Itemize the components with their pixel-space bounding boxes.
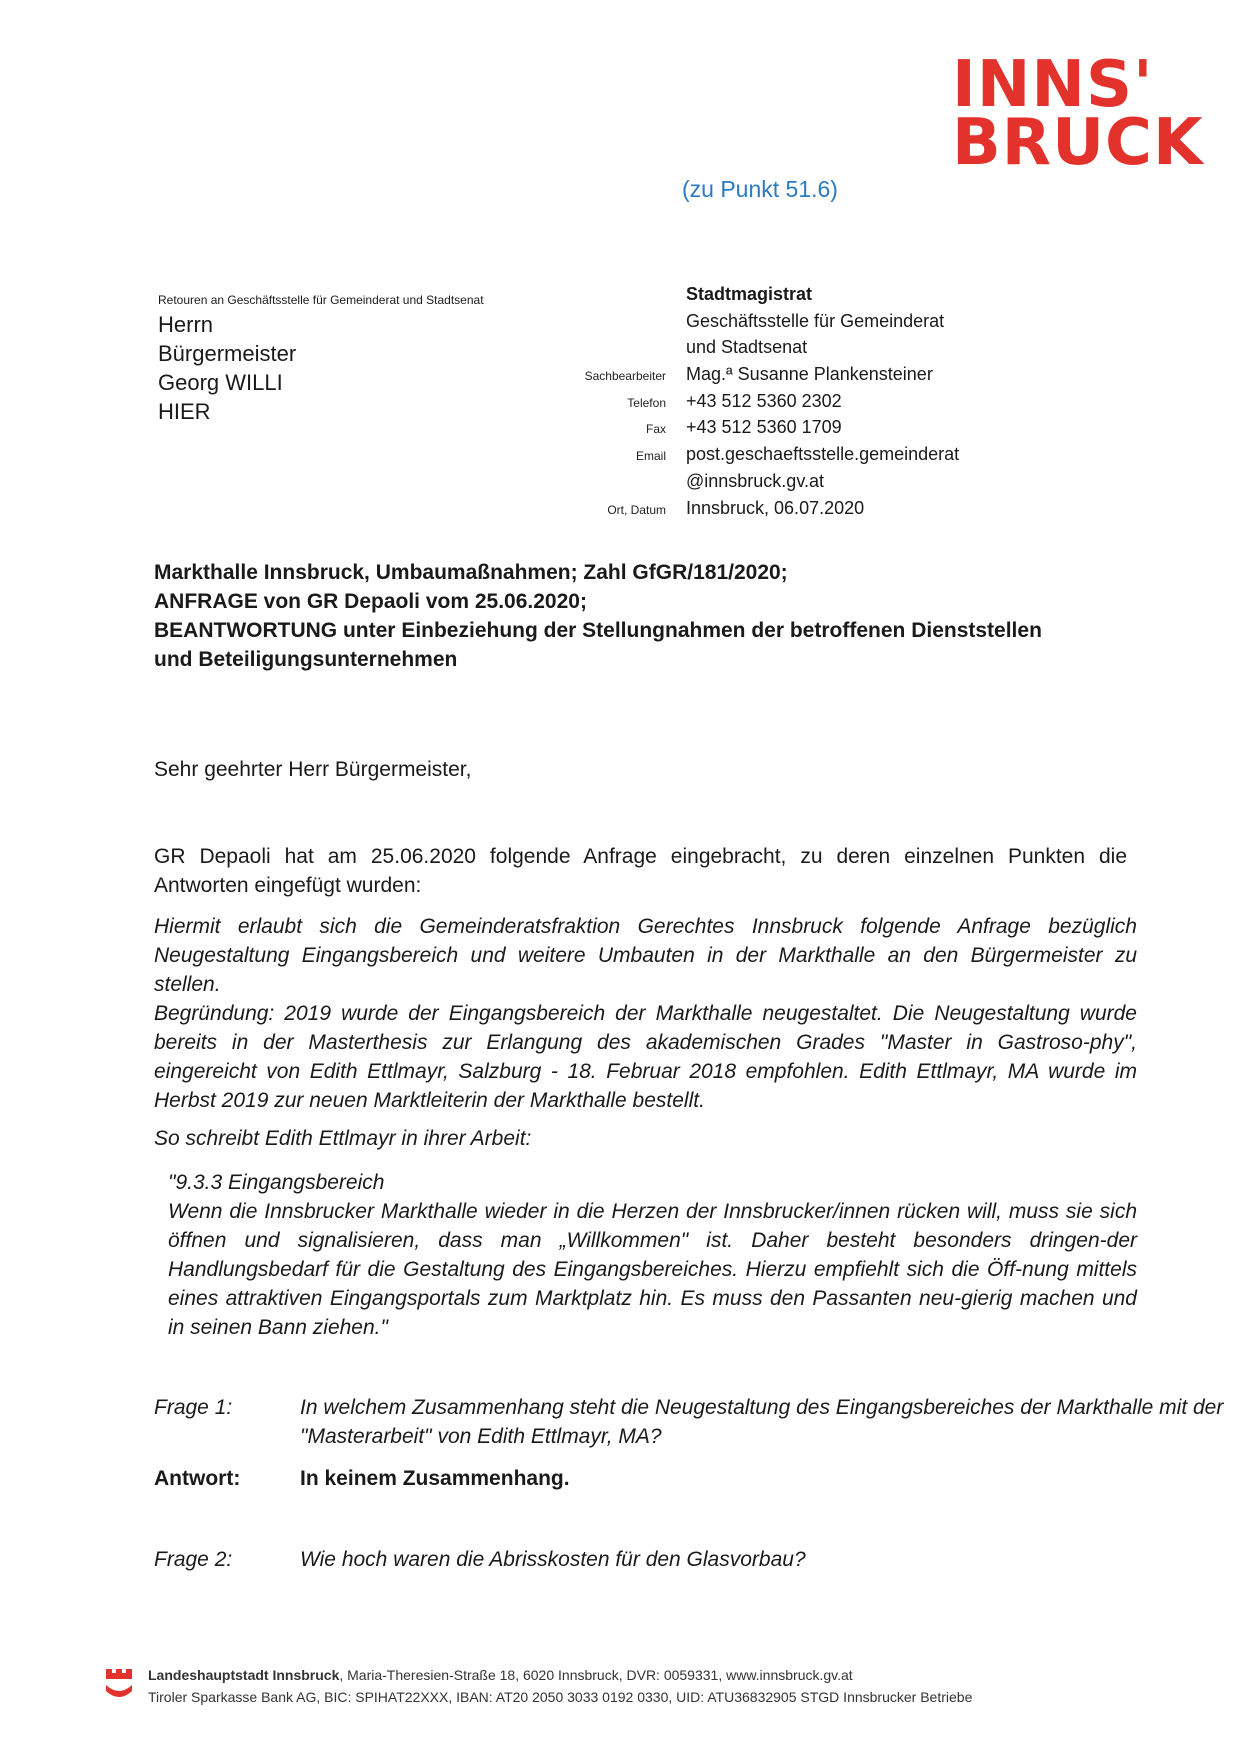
question-text: Wie hoch waren die Abrisskosten für den Glasvorbau? (300, 1548, 806, 1571)
footer-line-2: Tiroler Sparkasse Bank AG, BIC: SPIHAT22XXX, IBAN: AT20 2050 3033 0192 0330, UID: ATU36832905 STGD Innsbrucker Betriebe (148, 1689, 973, 1705)
fax-label: Fax (645, 422, 666, 437)
question-label: Frage 2: (154, 1548, 233, 1571)
clerk-label: Sachbearbeiter (584, 369, 666, 384)
innsbruck-logo (952, 48, 1204, 180)
answer-text: In keinem Zusammenhang. (300, 1467, 570, 1490)
city-seal-icon (104, 1667, 134, 1701)
question-2 (154, 1545, 1241, 1575)
citation-heading: "9.3.3 Eingangsbereich (168, 1171, 385, 1194)
subject-line: ANFRAGE von GR Depaoli vom 25.06.2020; (154, 590, 587, 613)
answer-1 (154, 1464, 1241, 1494)
footer-line-1 (148, 1667, 853, 1683)
fax-number: +43 512 5360 1709 (686, 417, 842, 438)
letter-footer (100, 1663, 1200, 1723)
logo-line-1: INNS' (952, 48, 1154, 122)
sender-dept: Geschäftsstelle für Gemeinderat (686, 310, 945, 331)
sender-block (520, 284, 1020, 524)
place-date-label: Ort, Datum (607, 502, 666, 517)
recipient-line: HIER (158, 399, 211, 424)
logo-line-2: BRUCK (952, 106, 1204, 180)
recipient-line: Georg WILLI (158, 370, 283, 395)
question-1 (154, 1393, 1241, 1453)
answer-label: Antwort: (154, 1467, 241, 1490)
return-note: Retouren an Geschäftsstelle für Gemeinderat und Stadtsenat (158, 293, 484, 307)
intro-paragraph: GR Depaoli hat am 25.06.2020 folgende Anfrage eingebracht, zu deren einzelnen Punkten die Antworten eingefügt wurden: (154, 845, 1127, 897)
agenda-reference: (zu Punkt 51.6) (682, 176, 838, 202)
citation-body: Wenn die Innsbrucker Markthalle wieder in die Herzen der Innsbrucker/innen rücken will, muss sie sich öffnen und signalisieren, dass man „Willkommen" ist. Daher besteht besonders dringen-der Handlungsbedarf für die Gestaltung des Eingangsbereiches. Hierzu empfiehlt sich die Öff-nung mittels eines attraktiven Eingangsportals zum Marktplatz hin. Es muss den Passanten neu-gierig machen und in seinen Bann ziehen." (168, 1200, 1137, 1339)
place-date: Innsbruck, 06.07.2020 (686, 497, 865, 518)
justification-paragraph: Begründung: 2019 wurde der Eingangsbereich der Markthalle neugestaltet. Die Neugestaltung wurde bereits in der Masterthesis zur Erlangung des akademischen Grades "Master in Gastroso-phy", eingereicht von Edith Ettlmayr, Salzburg - 18. Februar 2018 empfohlen. Edith Ettlmayr, MA wurde im Herbst 2019 zur neuen Marktleiterin der Markthalle bestellt. (154, 1002, 1137, 1112)
citation-intro: So schreibt Edith Ettlmayr in ihrer Arbeit: (154, 1127, 532, 1150)
email-label: Email (635, 449, 666, 464)
footer-address: , Maria-Theresien-Straße 18, 6020 Innsbruck, DVR: 0059331, www.innsbruck.gv.at (339, 1667, 853, 1683)
inquiry-quote (154, 912, 1137, 1115)
recipient-line: Bürgermeister (158, 341, 297, 366)
salutation: Sehr geehrter Herr Bürgermeister, (154, 758, 472, 781)
question-label: Frage 1: (154, 1396, 233, 1419)
question-text: In welchem Zusammenhang steht die Neugestaltung des Eingangsbereiches der Markthalle mit der "Masterarbeit" von Edith Ettlmayr, MA? (300, 1396, 1224, 1448)
clerk-name: Mag.ª Susanne Plankensteiner (686, 364, 933, 385)
sender-dept: und Stadtsenat (686, 337, 808, 358)
phone-number: +43 512 5360 2302 (686, 390, 842, 411)
email-domain: @innsbruck.gv.at (686, 470, 824, 491)
letter-subject (154, 558, 1134, 674)
inquiry-paragraph: Hiermit erlaubt sich die Gemeinderatsfraktion Gerechtes Innsbruck folgende Anfrage bezüglich Neugestaltung Eingangsbereich und weitere Umbauten in der Markthalle an den Bürgermeister zu stellen. (154, 915, 1137, 996)
thesis-citation (168, 1168, 1137, 1342)
subject-line: BEANTWORTUNG unter Einbeziehung der Stellungnahmen der betroffenen Dienststellen (154, 619, 1042, 642)
phone-label: Telefon (627, 395, 666, 410)
recipient-line: Herrn (158, 312, 214, 337)
recipient-address (158, 310, 296, 426)
subject-line: Markthalle Innsbruck, Umbaumaßnahmen; Zahl GfGR/181/2020; (154, 561, 788, 584)
sender-org: Stadtmagistrat (686, 284, 813, 304)
footer-org: Landeshauptstadt Innsbruck (148, 1667, 340, 1683)
subject-line: und Beteiligungsunternehmen (154, 648, 458, 671)
email-address: post.geschaeftsstelle.gemeinderat (686, 444, 960, 465)
